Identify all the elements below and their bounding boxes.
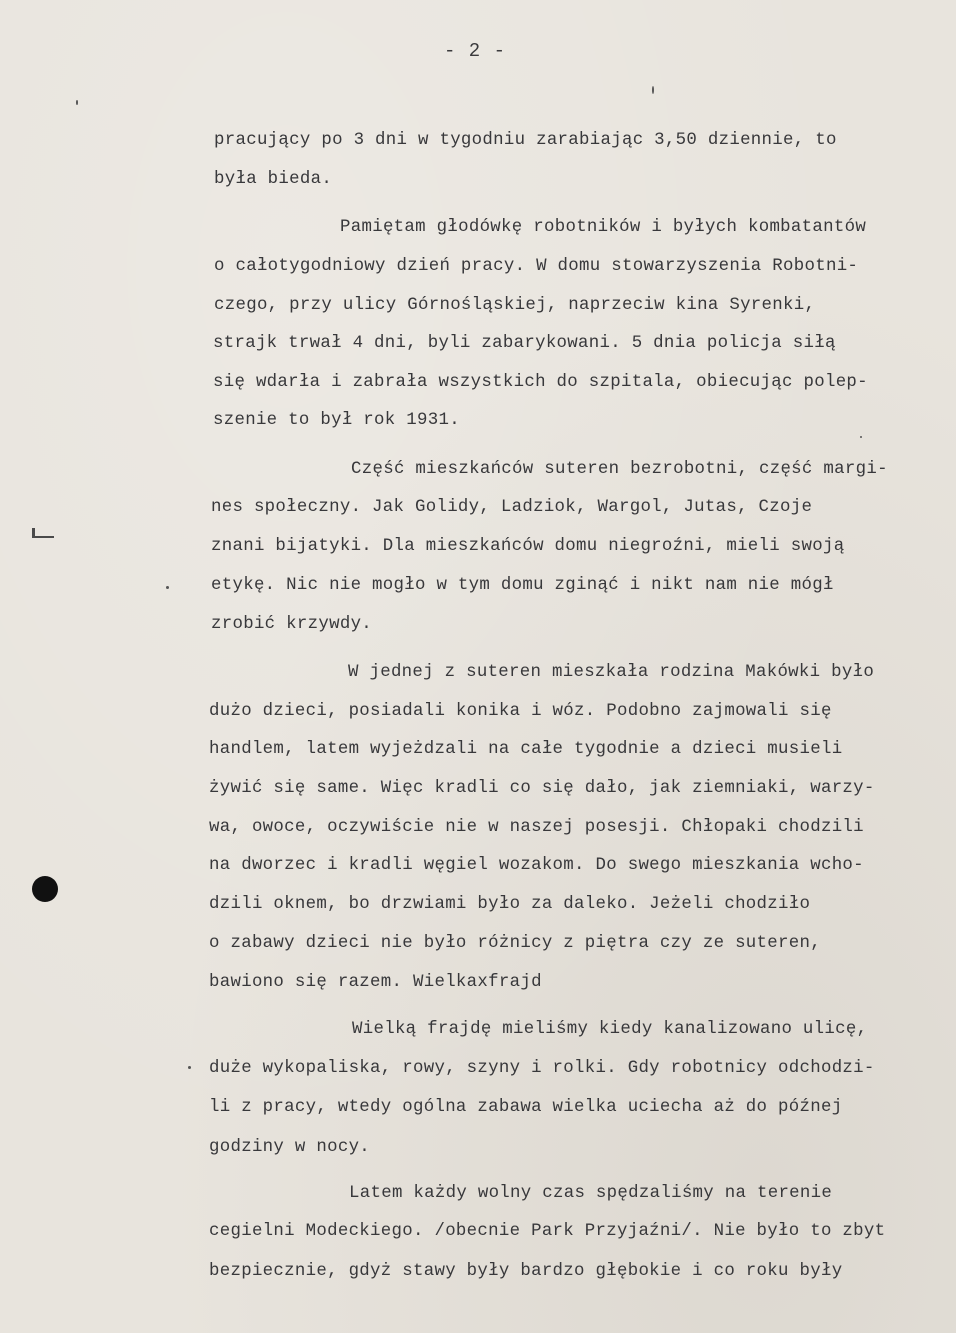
text-line: Część mieszkańców suteren bezrobotni, część margi-	[351, 460, 888, 479]
text-line: dużo dzieci, posiadali konika i wóz. Podobno zajmowali się	[209, 702, 832, 721]
text-line: bezpiecznie, gdyż stawy były bardzo głębokie i co roku były	[209, 1262, 843, 1281]
text-line: była bieda.	[214, 170, 333, 189]
text-line: zrobić krzywdy.	[211, 615, 373, 634]
text-line: wa, owoce, oczywiście nie w naszej posesji. Chłopaki chodzili	[209, 818, 864, 837]
paper-speck	[652, 86, 654, 94]
text-line: Wielką frajdę mieliśmy kiedy kanalizowano ulicę,	[352, 1020, 868, 1039]
text-line: handlem, latem wyjeżdzali na całe tygodnie a dzieci musieli	[209, 740, 843, 759]
text-line: o całotygodniowy dzień pracy. W domu stowarzyszenia Robotni-	[214, 257, 859, 276]
text-line: o zabawy dzieci nie było różnicy z piętra czy ze suteren,	[209, 934, 821, 953]
text-line: Pamiętam głodówkę robotników i byłych kombatantów	[340, 218, 867, 237]
page-number: - 2 -	[444, 40, 507, 62]
text-line: czego, przy ulicy Górnośląskiej, naprzeciw kina Syrenki,	[214, 296, 816, 315]
text-line: dzili oknem, bo drzwiami było za daleko. Jeżeli chodziło	[209, 895, 811, 914]
text-line: żywić się same. Więc kradli co się dało, jak ziemniaki, warzy-	[209, 779, 875, 798]
paper-speck	[166, 586, 169, 589]
text-line: W jednej z suteren mieszkała rodzina Makówki było	[348, 663, 875, 682]
paper-speck	[860, 436, 862, 438]
margin-mark	[32, 536, 54, 538]
text-line: li z pracy, wtedy ogólna zabawa wielka uciecha aż do późnej	[209, 1098, 843, 1117]
text-line: Latem każdy wolny czas spędzaliśmy na terenie	[349, 1184, 833, 1203]
text-line: strajk trwał 4 dni, byli zabarykowani. 5 dnia policja siłą	[213, 334, 836, 353]
text-line: na dworzec i kradli węgiel wozakom. Do swego mieszkania wcho-	[209, 856, 864, 875]
text-line: etykę. Nic nie mogło w tym domu zginąć i nikt nam nie mógł	[211, 576, 834, 595]
text-line: duże wykopaliska, rowy, szyny i rolki. Gdy robotnicy odchodzi-	[209, 1059, 875, 1078]
text-line: nes społeczny. Jak Golidy, Ladziok, Wargol, Jutas, Czoje	[211, 498, 813, 517]
text-line: znani bijatyki. Dla mieszkańców domu niegroźni, mieli swoją	[211, 537, 845, 556]
text-line: szenie to był rok 1931.	[213, 411, 460, 430]
text-line: godziny w nocy.	[209, 1138, 371, 1157]
punch-hole	[32, 876, 58, 902]
paper-speck	[76, 100, 78, 105]
text-line: pracujący po 3 dni w tygodniu zarabiając 3,50 dziennie, to	[214, 131, 837, 150]
text-line: się wdarła i zabrała wszystkich do szpitala, obiecując polep-	[213, 373, 868, 392]
paper-speck	[188, 1066, 191, 1069]
text-line: bawiono się razem. Wielkaxfrajd	[209, 973, 542, 992]
text-line: cegielni Modeckiego. /obecnie Park Przyjaźni/. Nie było to zbyt	[209, 1222, 886, 1241]
